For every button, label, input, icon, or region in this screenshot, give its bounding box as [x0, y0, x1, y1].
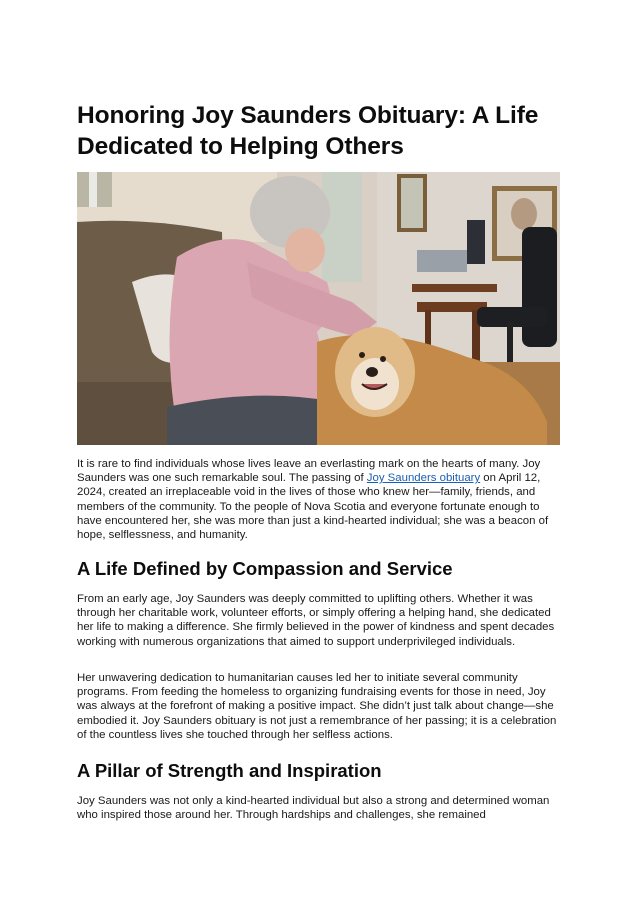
section-paragraph: From an early age, Joy Saunders was deeply committed to uplifting others. Whether it was through her charitable work, volunteer efforts, or simply offering a helping hand, she dedicated her life to making a difference. She firmly believed in the power of kindness and spent decades working with numerous organizations that aimed to support underprivileged individuals. — [77, 593, 555, 648]
section-heading-strength: A Pillar of Strength and Inspiration — [77, 760, 382, 781]
intro-paragraph — [77, 457, 561, 542]
section-paragraph: Joy Saunders was not only a kind-hearted individual but also a strong and determined woman who inspired those around her. Through hardships and challenges, she remained — [77, 795, 550, 822]
section-heading-compassion: A Life Defined by Compassion and Service — [77, 558, 453, 579]
hero-image — [77, 172, 560, 445]
section-paragraph: Her unwavering dedication to humanitarian causes led her to initiate several community programs. From feeding the homeless to organizing fundraising events for those in need, Joy was always at the forefront of making a positive impact. She didn’t just talk about change—she embodied it. Joy Saunders obituary is not just a remembrance of her passing; it is a celebration of the countless lives she touched through her selfless actions. — [77, 672, 557, 741]
intro-text-continued: on April 12, 2024, created an irreplaceable void in the lives of those who knew her—family, friends, and members of the community. To the people of Nova Scotia and everyone fortunate enough to have encountered her, she was more than just a kind-hearted individual; she was a beacon of hope, selflessness, and humanity. — [77, 472, 549, 542]
obituary-link[interactable]: Joy Saunders obituary — [366, 472, 481, 485]
page-title: Honoring Joy Saunders Obituary: A Life Dedicated to Helping Others — [77, 102, 539, 160]
intro-text: It is rare to find individuals whose lives leave an everlasting mark on the hearts of many. Joy Saunders was one such remarkable soul. The passing of — [77, 458, 541, 485]
